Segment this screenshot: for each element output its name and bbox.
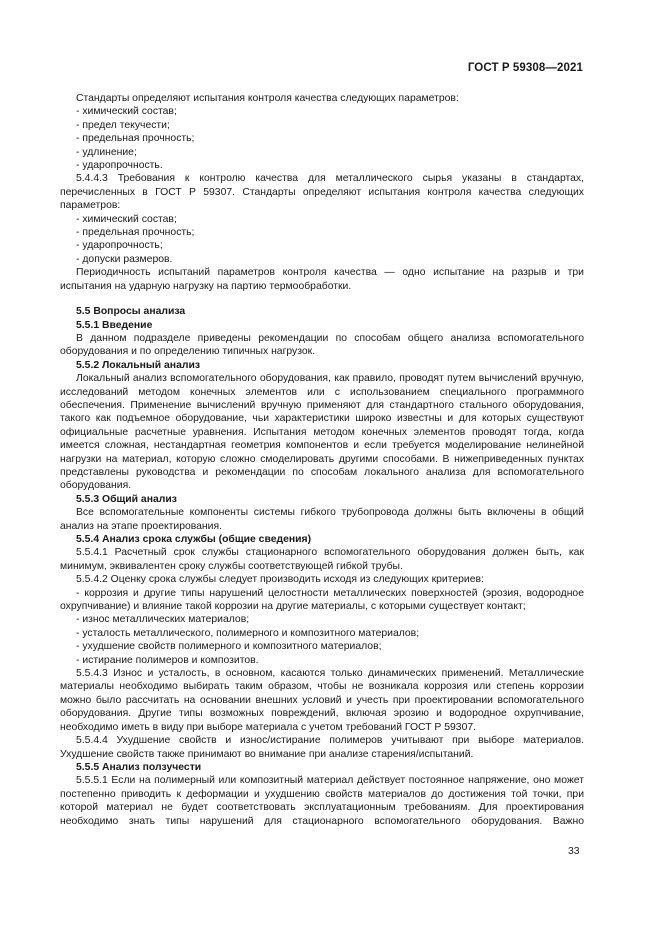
section-heading: 5.5.1 Введение (76, 319, 153, 331)
list-item: - предельная прочность; (76, 133, 195, 145)
list-item: - предельная прочность; (76, 227, 195, 239)
paragraph: 5.5.4.4 Ухудшение свойств и износ/истирание полимеров учитывают при выборе материалов. Ухудшение свойств также принимают во внимание при анализе старения/испытаний. (60, 735, 584, 760)
paragraph: В данном подразделе приведены рекомендации по способам общего анализа вспомогательного оборудования и по определению типичных нагрузок. (60, 332, 584, 358)
list-item: - удлинение; (76, 146, 137, 158)
list-item: - ударопрочность. (76, 160, 163, 172)
list-item: - предел текучести; (76, 119, 170, 131)
list-item: - химический состав; (76, 106, 177, 118)
paragraph: 5.5.4.1 Расчетный срок службы стационарного вспомогательного оборудования должен быть, как минимум, эквивалентен сроку службы соответствующей гибкой трубы. (60, 547, 584, 572)
paragraph: Стандарты определяют испытания контроля качества следующих параметров: (76, 93, 459, 104)
section-heading: 5.5.4 Анализ срока службы (общие сведения) (76, 534, 312, 545)
section-heading: 5.5.3 Общий анализ (76, 493, 177, 505)
paragraph: Периодичность испытаний параметров контроля качества — одно испытание на разрыв и три испытания на ударную нагрузку на партию термообработки. (60, 267, 584, 292)
list-item: - износ металлических материалов; (76, 614, 250, 626)
list-item: - усталость металлического, полимерного и композитного материалов; (76, 627, 420, 639)
paragraph: - коррозия и другие типы нарушений целостности металлических поверхностей (эрозия, водородное охрупчивание) и влияние такой коррозии на другие материалы, с которыми существует контакт; (60, 587, 584, 613)
paragraph: Все вспомогательные компоненты системы гибкого трубопровода должны быть включены в общий анализ на этапе проектирования. (60, 507, 584, 532)
paragraph: 5.5.5.1 Если на полимерный или композитный материал действует постоянное напряжение, оно может постепенно приводить к деформации и ухудшению свойств материалов до достижения той точки, при которой материал не будет соответствовать эксплуатационным требованиям. Для проектирования необходимо знать типы нарушений для стационарного вспомогательного оборудования. Важно (60, 775, 584, 827)
standard-header: ГОСТ Р 59308—2021 (467, 62, 583, 74)
section-heading: 5.5.2 Локальный анализ (76, 359, 201, 371)
section-heading: 5.5 Вопросы анализа (76, 306, 186, 318)
list-item: - ударопрочность; (76, 240, 163, 252)
list-item: - допуски размеров. (76, 253, 173, 265)
section-heading: 5.5.5 Анализ ползучести (76, 761, 202, 773)
page-number: 33 (568, 846, 580, 857)
list-item: - химический состав; (76, 213, 177, 225)
paragraph: 5.4.4.3 Требования к контролю качества для металлического сырья указаны в стандартах, перечисленных в ГОСТ Р 59307. Стандарты определяют испытания контроля качества следующих параметров: (60, 173, 584, 212)
paragraph: Локальный анализ вспомогательного оборудования, как правило, проводят путем вычислений вручную, исследований методом конечных элементов или с использованием специального программного обеспечения. Применение вычислений вручную применяют для стандартного стального оборудования, такого как подъемное оборудование, чьи характеристики широко известны и для которых существуют официальные расчетные уравнения. Испытания методом конечных элементов проводят тогда, когда имеется сложная, нестандартная геометрия компонентов и если требуется моделирование нелинейной нагрузки на материал, которую сложно смоделировать другими способами. В нижеприведенных пунктах представлены руководства и рекомендации по способам локального анализа для вспомогательного оборудования. (60, 373, 584, 492)
paragraph: 5.5.4.3 Износ и усталость, в основном, касаются только динамических применений. Металлические материалы необходимо выбирать таким образом, чтобы не возникала коррозия или степень коррозии можно было рассчитать на основании внешних условий и учесть при проектировании вспомогательного оборудования. Другие типы возможных повреждений, включая эрозию и водородное охрупчивание, необходимо иметь в виду при выборе материала с учетом требований ГОСТ Р 59307. (60, 668, 584, 733)
list-item: - ухудшение свойств полимерного и композитного материалов; (76, 641, 382, 653)
list-item: - истирание полимеров и композитов. (76, 654, 259, 666)
document-body (60, 92, 584, 828)
paragraph: 5.5.4.2 Оценку срока службы следует производить исходя из следующих критериев: (76, 574, 484, 586)
